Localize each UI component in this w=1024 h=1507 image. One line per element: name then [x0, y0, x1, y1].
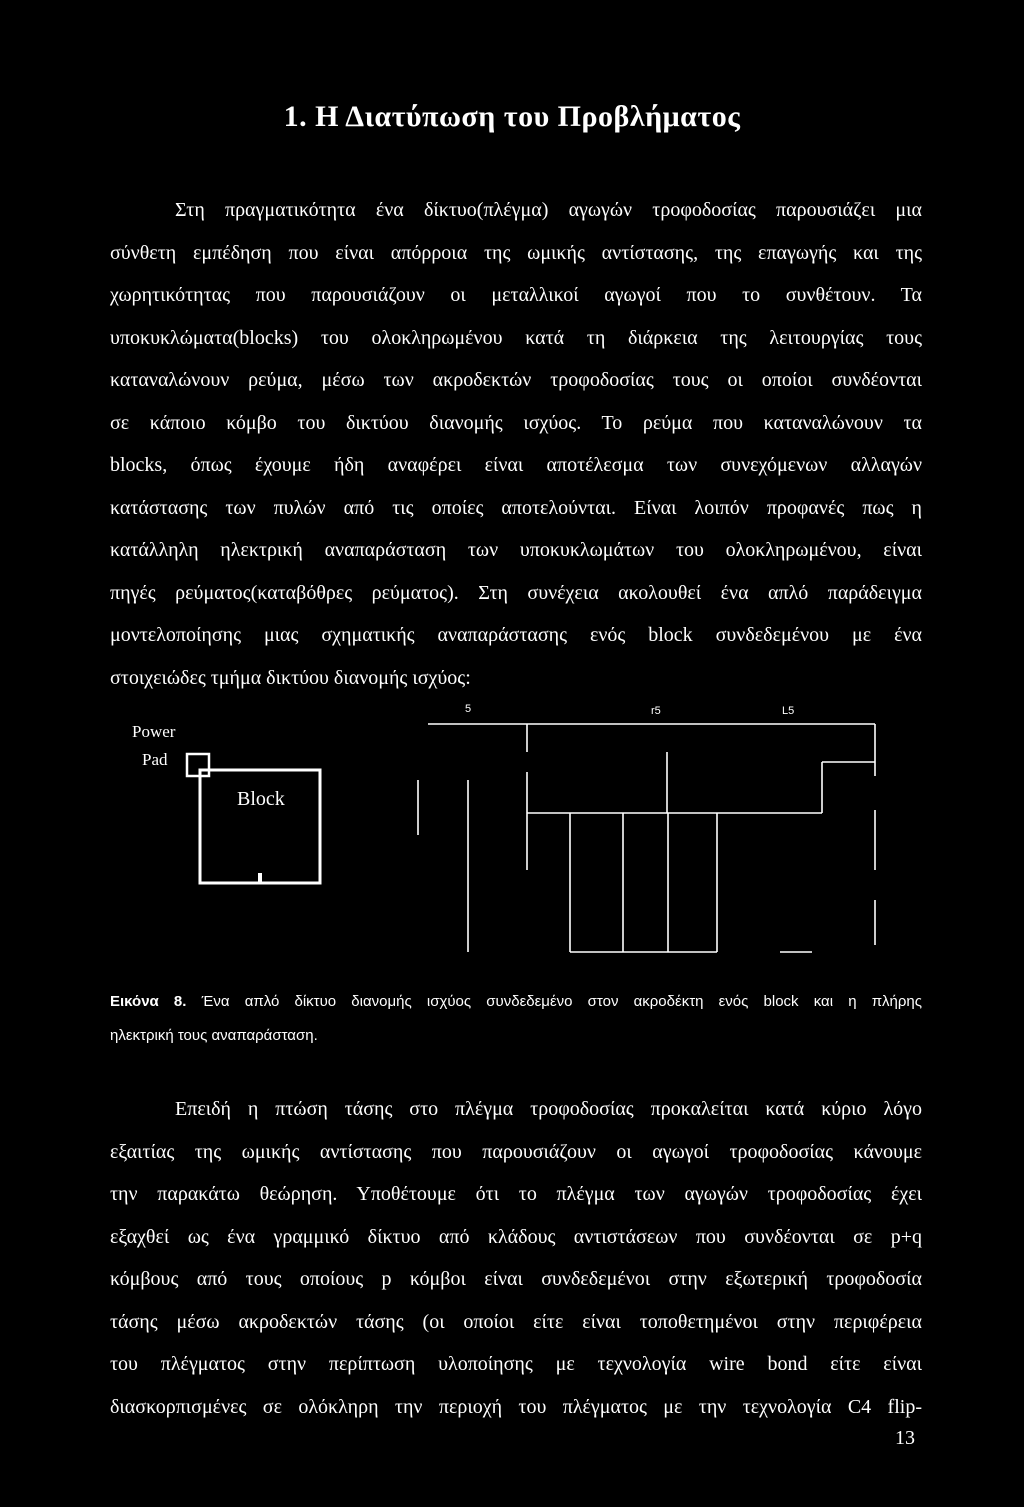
paragraph-line: σύνθετη εμπέδηση που είναι απόρροια της ωμικής αντίστασης, της επαγωγής και της: [110, 241, 922, 264]
paragraph-line: τάσης μέσω ακροδεκτών τάσης (οι οποίοι είτε είναι τοποθετημένοι στην περιφέρεια: [110, 1310, 922, 1333]
paragraph-2: [110, 1088, 922, 1428]
paragraph-1: [110, 189, 922, 699]
paragraph-line: διασκορπισμένες σε ολόκληρη την περιοχή του πλέγματος με την τεχνολογία C4 flip-: [110, 1395, 922, 1418]
paragraph-line: blocks, όπως έχουμε ήδη αναφέρει είναι αποτέλεσμα των συνεχόμενων αλλαγών: [110, 454, 922, 476]
caption-line: ηλεκτρική τους αναπαράσταση.: [110, 1027, 318, 1044]
figure-caption: [110, 985, 922, 1053]
paragraph-line: μοντελοποίησης μιας σχηματικής αναπαράστασης ενός block συνδεδεμένου με ένα: [110, 624, 922, 646]
paragraph-line: στοιχειώδες τμήμα δικτύου διανομής ισχύος:: [110, 666, 471, 689]
section-title: 1. Η Διατύπωση του Προβλήματος: [283, 100, 741, 133]
power-pad-label-line2: Pad: [142, 750, 168, 769]
paragraph-line: κατάστασης των πυλών από τις οποίες αποτελούνται. Είναι λοιπόν προφανές πως η: [110, 496, 922, 519]
paragraph-line: κόμβους από τους οποίους p κόμβοι είναι συνδεδεμένοι στην εξωτερική τροφοδοσία: [110, 1268, 922, 1290]
circuit-label-5: 5: [465, 703, 472, 715]
block-box: [200, 770, 320, 883]
paragraph-line: εξαχθεί ως ένα γραμμικό δίκτυο από κλάδους αντιστάσεων που συνδέονται σε p+q: [110, 1225, 922, 1248]
paragraph-line: σε κάποιο κόμβο του δικτύου διανομής ισχύος. Το ρεύμα που καταναλώνουν τα: [110, 411, 922, 434]
paragraph-line: εξαιτίας της ωμικής αντίστασης που παρουσιάζουν οι αγωγοί τροφοδοσίας κάνουμε: [110, 1140, 922, 1163]
caption-text: Ένα απλό δίκτυο διανομής ισχύος συνδεδεμένο στον ακροδέκτη ενός block και η πλήρης: [186, 993, 922, 1010]
circuit-label-l5: L5: [782, 705, 795, 717]
power-pad: [187, 754, 209, 776]
paragraph-line: του πλέγματος στην περίπτωση υλοποίησης με τεχνολογία wire bond είτε είναι: [110, 1353, 922, 1375]
paragraph-line: την παρακάτω θεώρηση. Υποθέτουμε ότι το πλέγμα των αγωγών τροφοδοσίας έχει: [110, 1183, 922, 1205]
caption-label: Εικόνα 8.: [110, 993, 187, 1010]
caption-line: [110, 985, 922, 1019]
paragraph-line: Στη πραγματικότητα ένα δίκτυο(πλέγμα) αγωγών τροφοδοσίας παρουσιάζει μια: [175, 199, 922, 221]
electrical-network: [418, 724, 875, 952]
paragraph-line: καταναλώνουν ρεύμα, μέσω των ακροδεκτών τροφοδοσίας τους οι οποίοι συνδέονται: [110, 369, 922, 391]
power-pad-label-line1: Power: [132, 722, 176, 741]
page-number: 13: [895, 1427, 915, 1449]
figure-8-diagram: [0, 690, 1024, 980]
paragraph-line: υποκυκλώματα(blocks) του ολοκληρωμένου κατά τη διάρκεια της λειτουργίας τους: [110, 326, 922, 349]
paragraph-line: κατάλληλη ηλεκτρική αναπαράσταση των υποκυκλωμάτων του ολοκληρωμένου, είναι: [110, 539, 922, 561]
circuit-label-r5: r5: [651, 705, 661, 717]
block-label: Block: [237, 788, 285, 810]
paragraph-line: Επειδή η πτώση τάσης στο πλέγμα τροφοδοσίας προκαλείται κατά κύριο λόγο: [175, 1098, 922, 1120]
paragraph-line: πηγές ρεύματος(καταβόθρες ρεύματος). Στη συνέχεια ακολουθεί ένα απλό παράδειγμα: [110, 581, 922, 604]
paragraph-line: χωρητικότητας που παρουσιάζουν οι μεταλλικοί αγωγοί που το συνθέτουν. Τα: [110, 284, 922, 306]
